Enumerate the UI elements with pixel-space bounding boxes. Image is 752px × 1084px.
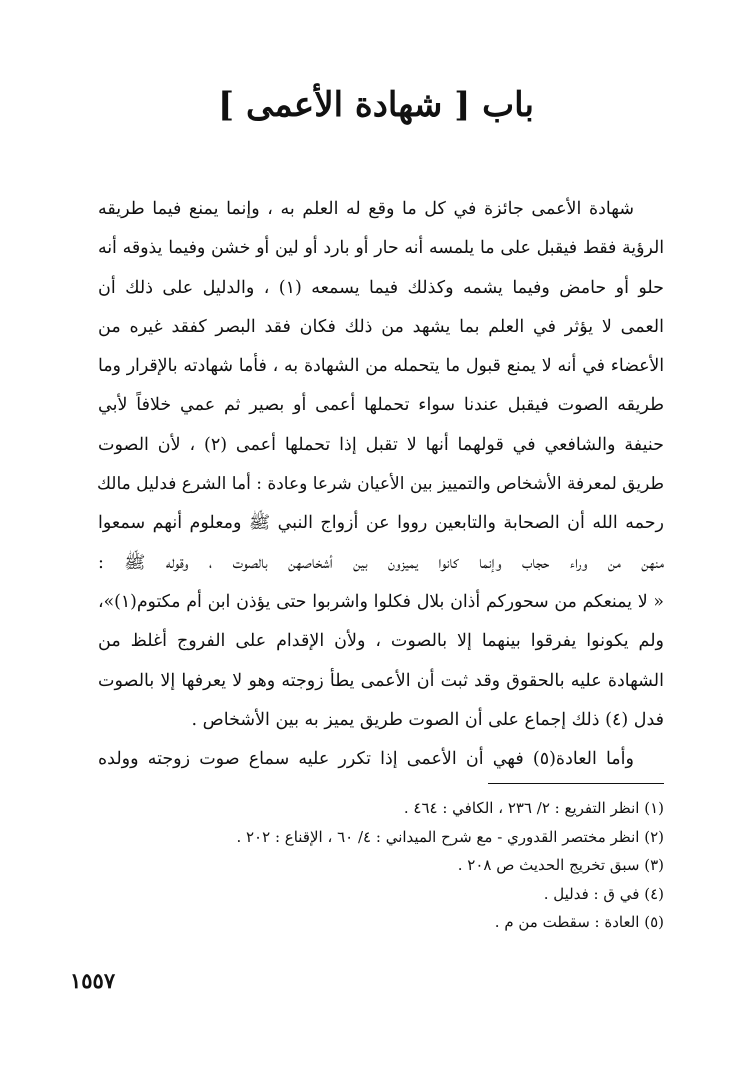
body-text bbox=[98, 190, 664, 779]
body-line: منهن من وراء حجاب وإنما كانوا يميزون بين أشخاصهن بالصوت ، وقوله ﷺ : bbox=[98, 552, 664, 573]
footnote: (٢) انظر مختصر القدوري - مع شرح الميداني : ٤/ ٦٠ ، الإقناع : ٢٠٢ . bbox=[236, 827, 664, 846]
body-line: حنيفة والشافعي في قولهما أنها لا تقبل إذا تحملها أعمى (٢) ، لأن الصوت bbox=[98, 434, 664, 455]
body-line: « لا يمنعكم من سحوركم أذان بلال فكلوا واشربوا حتى يؤذن ابن أم مكتوم(١)»، bbox=[98, 591, 664, 612]
body-line: حلو أو حامض وفيما يشمه وكذلك فيما يسمعه (١) ، والدليل على ذلك أن bbox=[98, 277, 664, 298]
footnote-separator bbox=[488, 783, 664, 784]
footnote: (٣) سبق تخريج الحديث ص ٢٠٨ . bbox=[457, 856, 664, 874]
body-line: وأما العادة(٥) فهي أن الأعمى إذا تكرر عليه سماع صوت زوجته وولده bbox=[98, 749, 634, 770]
body-line: رحمه الله أن الصحابة والتابعين رووا عن أزواج النبي ﷺ ومعلوم أنهم سمعوا bbox=[98, 513, 664, 534]
page-number: ١٥٥٧ bbox=[70, 968, 116, 993]
body-line: الشهادة عليه بالحقوق وقد ثبت أن الأعمى يطأ زوجته وهو لا يعرفها إلا بالصوت bbox=[98, 670, 664, 691]
chapter-title: باب [ شهادة الأعمى ] bbox=[218, 85, 534, 125]
body-line: طريقه الصوت فيقبل عندنا سواء تحملها أعمى أو بصير ثم عمي خلافاً لأبي bbox=[98, 395, 664, 416]
body-line: ولم يكونوا يفرقوا بينهما إلا بالصوت ، ولأن الإقدام على الفروج أغلظ من bbox=[98, 631, 664, 652]
footnote: (٤) في ق : فدليل . bbox=[543, 884, 664, 903]
body-line: شهادة الأعمى جائزة في كل ما وقع له العلم به ، وإنما يمنع فيما طريقه bbox=[98, 199, 634, 219]
body-line: الرؤية فقط فيقبل على ما يلمسه أنه حار أو بارد أو لين أو خشن وفيما يذوقه أنه bbox=[98, 238, 664, 259]
body-line: فدل (٤) ذلك إجماع على أن الصوت طريق يميز به بين الأشخاص . bbox=[191, 709, 664, 730]
footnotes bbox=[104, 794, 664, 937]
footnote: (٥) العادة : سقطت من م . bbox=[494, 913, 664, 931]
body-line: طريق لمعرفة الأشخاص والتمييز بين الأعيان شرعا وعادة : أما الشرع فدليل مالك bbox=[96, 474, 664, 495]
body-line: الأعضاء في أنه لا يمنع قبول ما يتحمله من الشهادة به ، فأما شهادته بالإقرار وما bbox=[98, 356, 664, 377]
footnote: (١) انظر التفريع : ٢/ ٢٣٦ ، الكافي : ٤٦٤ . bbox=[403, 799, 664, 817]
body-line: العمى لا يؤثر في العلم بما يشهد من ذلك فكان فقد البصر كفقد غيره من bbox=[98, 316, 664, 337]
